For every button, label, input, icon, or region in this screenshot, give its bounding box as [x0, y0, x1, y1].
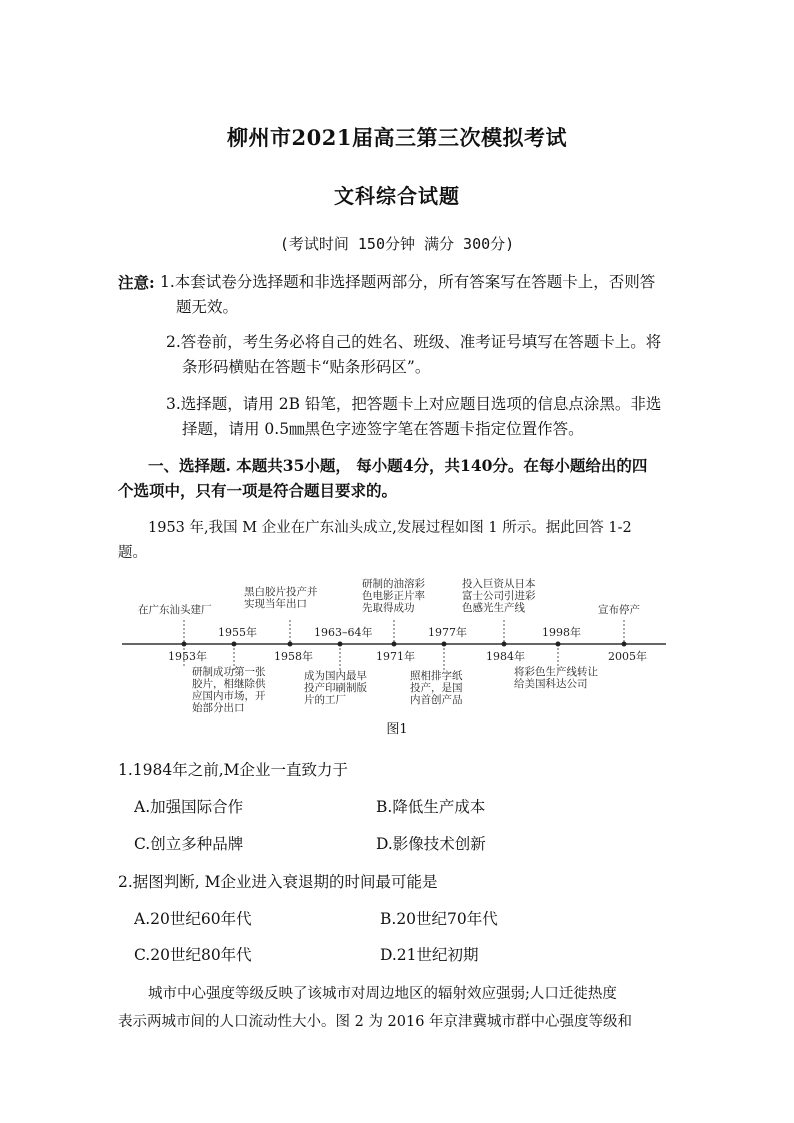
year-label-1977: 1977年 [428, 626, 467, 639]
year-label-1998: 1998年 [542, 626, 581, 639]
event-1955-line1: 研制成功第一张 [192, 666, 266, 678]
timeline-dot-1955 [232, 642, 237, 647]
timeline-dot-1977 [442, 642, 447, 647]
question-1-option-c: C.创立多种品牌 [134, 835, 244, 853]
question-2-option-a: A.20世纪60年代 [134, 910, 252, 928]
event-1971 [362, 578, 425, 614]
question-2-stem: 2.据图判断, M企业进入衰退期的时间最可能是 [118, 873, 438, 891]
notice-item-2-line2: 条形码横贴在答题卡“贴条形码区”。 [182, 358, 431, 376]
event-1971-line1: 研制的油溶彩 [362, 578, 425, 590]
event-1955-line2: 胶片，相继除供 [192, 678, 266, 690]
notice-label: 注意: [118, 273, 155, 292]
intro-2-line1: 城市中心强度等级反映了该城市对周边地区的辐射效应强弱;人口迁徙热度 [148, 986, 617, 1002]
year-label-1953: 1953年 [168, 650, 207, 663]
event-1958-line2: 实现当年出口 [244, 598, 307, 610]
event-1953 [138, 604, 212, 616]
question-1-option-b: B.降低生产成本 [376, 798, 486, 816]
event-1963-line3: 片的工厂 [304, 694, 346, 706]
event-1998-line2: 给美国科达公司 [514, 678, 588, 690]
event-1963-line2: 投产印刷制版 [304, 682, 367, 694]
notice-item-1-line2: 题无效。 [176, 298, 239, 316]
question-1-option-d: D.影像技术创新 [376, 835, 486, 853]
notice-item-1-line1: 1.本套试卷分选择题和非选择题两部分，所有答案写在答题卡上，否则答 [160, 273, 656, 291]
event-1958 [244, 586, 318, 610]
event-2005 [598, 604, 640, 616]
timeline-dot-1971 [392, 642, 397, 647]
intro-1-line2: 题。 [118, 545, 147, 561]
year-label-2005: 2005年 [608, 650, 647, 663]
event-1971-line2: 色电影正片率 [362, 590, 425, 602]
question-2-option-c: C.20世纪80年代 [134, 946, 252, 964]
question-1-option-a: A.加强国际合作 [134, 798, 244, 816]
page-title: 柳州市2021届高三第三次模拟考试 [227, 125, 567, 150]
event-2005-line: 宣布停产 [598, 604, 640, 616]
event-1977 [410, 670, 463, 706]
section-heading-line2: 个选项中，只有一项是符合题目要求的。 [118, 481, 398, 500]
notice-item-2-line1: 2.答卷前，考生务必将自己的姓名、班级、准考证号填写在答题卡上。将 [166, 333, 662, 351]
event-1955-line4: 始部分出口 [192, 702, 245, 714]
event-1955 [192, 666, 266, 714]
event-1977-line1: 照相排字纸 [410, 670, 463, 682]
intro-paragraph-2 [118, 980, 684, 1036]
timeline-dot-1963 [338, 642, 343, 647]
notice-item-3 [166, 392, 696, 442]
event-1955-line3: 应国内市场，开 [192, 690, 266, 702]
event-1963 [304, 670, 367, 706]
exam-info: (考试时间 150分钟 满分 300分) [279, 235, 515, 253]
event-1984-line3: 色感光生产线 [462, 602, 525, 614]
year-label-1984: 1984年 [486, 650, 525, 663]
notice-item-2 [166, 330, 696, 380]
intro-2-line2: 表示两城市间的人口流动性大小。图 2 为 2016 年京津冀城市群中心强度等级和 [118, 1014, 633, 1030]
timeline-dot-1998 [556, 642, 561, 647]
timeline-dot-2005 [622, 642, 627, 647]
event-1984 [462, 578, 536, 614]
event-1998-line1: 将彩色生产线转让 [514, 666, 598, 678]
year-label-1955: 1955年 [218, 626, 257, 639]
section-heading [118, 453, 684, 503]
timeline-dot-1953 [182, 642, 187, 647]
timeline-figure [118, 572, 678, 712]
event-1971-line3: 先取得成功 [362, 602, 415, 614]
timeline-dot-1984 [502, 642, 507, 647]
notice-item-3-line1: 3.选择题，请用 2B 铅笔，把答题卡上对应题目选项的信息点涂黑。非选 [166, 395, 662, 413]
event-1953-line: 在广东汕头建厂 [138, 604, 212, 616]
page-subtitle: 文科综合试题 [334, 184, 460, 208]
event-1998 [514, 666, 598, 690]
notice-item-1 [160, 270, 700, 320]
figure-caption: 图1 [386, 722, 408, 737]
question-2-option-b: B.20世纪70年代 [380, 910, 498, 928]
timeline-dot-1958 [288, 642, 293, 647]
year-label-1971: 1971年 [376, 650, 415, 663]
notice-item-3-line2: 择题，请用 0.5㎜黑色字迹签字笔在答题卡指定位置作答。 [182, 420, 584, 438]
event-1984-line2: 富士公司引进彩 [462, 590, 536, 602]
year-label-1958: 1958年 [274, 650, 313, 663]
intro-1-line1: 1953 年,我国 M 企业在广东汕头成立,发展过程如图 1 所示。据此回答 1-2 [148, 520, 632, 536]
year-label-1963: 1963–64年 [314, 626, 373, 639]
event-1977-line3: 内首创产品 [410, 694, 463, 706]
event-1977-line2: 投产，是国 [410, 682, 463, 694]
question-1-stem: 1.1984年之前,M企业一直致力于 [118, 761, 349, 779]
section-heading-line1: 一、选择题. 本题共35小题， 每小题4分，共140分。在每小题给出的四 [148, 456, 648, 475]
question-2-option-d: D.21世纪初期 [380, 946, 479, 964]
event-1963-line1: 成为国内最早 [304, 670, 367, 682]
event-1958-line1: 黑白胶片投产并 [244, 586, 318, 598]
event-1984-line1: 投入巨资从日本 [462, 578, 536, 590]
intro-paragraph-1 [118, 516, 684, 566]
